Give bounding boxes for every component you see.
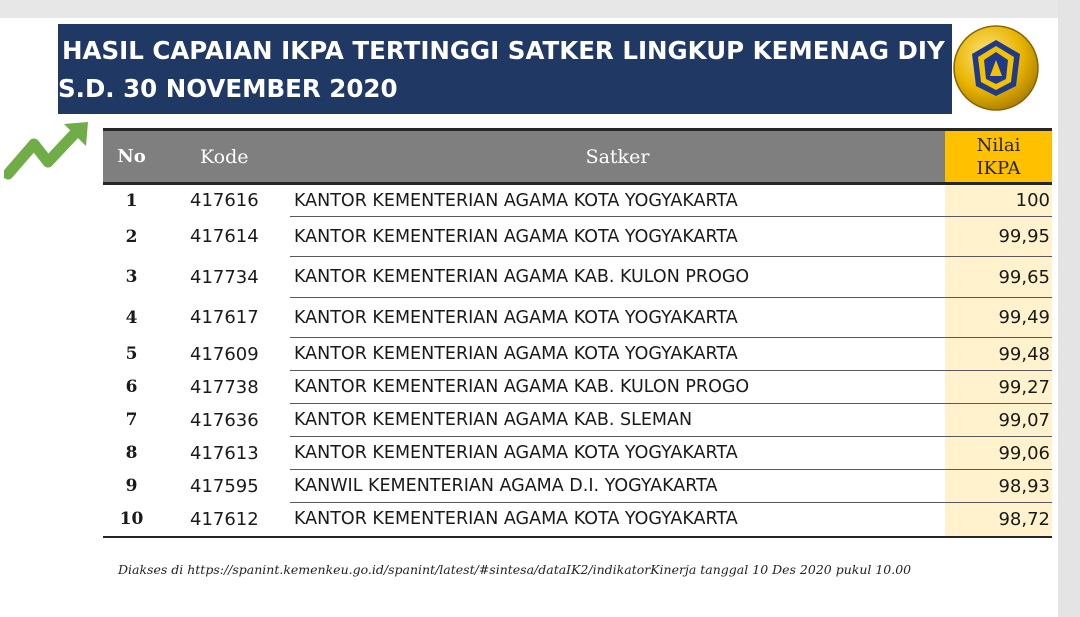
row-kode: 417636 (190, 409, 259, 431)
row-no: 8 (125, 443, 138, 463)
row-satker: KANTOR KEMENTERIAN AGAMA KAB. KULON PROGO (290, 371, 945, 404)
header-no: No (103, 130, 160, 184)
row-satker: KANTOR KEMENTERIAN AGAMA KOTA YOGYAKARTA (290, 184, 945, 217)
row-kode: 417612 (160, 503, 290, 537)
row-nilai: 98,93 (945, 470, 1052, 503)
row-nilai: 98,72 (945, 503, 1052, 537)
row-satker: KANTOR KEMENTERIAN AGAMA KOTA YOGYAKARTA (290, 298, 945, 338)
row-nilai: 99,27 (945, 371, 1052, 404)
row-kode: 417617 (190, 307, 259, 328)
row-kode: 417738 (190, 376, 259, 398)
table-row (103, 371, 1052, 404)
table-row (103, 338, 1052, 371)
table-row (103, 184, 1052, 217)
table-row (103, 217, 1052, 257)
right-edge-bar (1058, 0, 1080, 617)
row-no: 4 (125, 307, 138, 328)
row-satker: KANTOR KEMENTERIAN AGAMA KOTA YOGYAKARTA (290, 338, 945, 371)
row-satker: KANTOR KEMENTERIAN AGAMA KAB. KULON PROGO (290, 257, 945, 298)
title-line-2: S.D. 30 NOVEMBER 2020 (58, 74, 398, 103)
row-kode: 417613 (190, 442, 259, 464)
table-row (103, 257, 1052, 298)
kemenkeu-emblem-icon (952, 24, 1040, 112)
table-header-row (103, 130, 1052, 184)
row-satker: KANTOR KEMENTERIAN AGAMA KOTA YOGYAKARTA (290, 217, 945, 257)
row-kode: 417614 (190, 226, 259, 247)
header-nilai-line2: IKPA (976, 157, 1021, 179)
ikpa-ranking-table (103, 128, 1052, 538)
row-satker: KANTOR KEMENTERIAN AGAMA KAB. SLEMAN (290, 404, 945, 437)
row-kode: 417609 (190, 343, 259, 365)
table-row (103, 503, 1052, 537)
top-bar (0, 0, 1080, 18)
row-no: 5 (125, 344, 138, 364)
row-no: 7 (125, 410, 138, 430)
row-nilai: 99,06 (945, 437, 1052, 470)
row-satker: KANTOR KEMENTERIAN AGAMA KOTA YOGYAKARTA (290, 437, 945, 470)
header-satker: Satker (290, 130, 945, 184)
row-satker: KANWIL KEMENTERIAN AGAMA D.I. YOGYAKARTA (290, 470, 945, 503)
row-satker: KANTOR KEMENTERIAN AGAMA KOTA YOGYAKARTA (290, 503, 945, 537)
row-nilai: 99,65 (945, 257, 1052, 298)
row-no: 9 (125, 476, 138, 496)
row-nilai: 99,95 (945, 217, 1052, 257)
row-no: 1 (125, 190, 138, 211)
table-row (103, 298, 1052, 338)
row-no: 6 (125, 377, 138, 397)
source-note: Diakses di https://spanint.kemenkeu.go.id/spanint/latest/#sintesa/dataIK2/indikatorKinerja tanggal 10 Des 2020 pukul 10.00 (118, 562, 912, 577)
row-kode: 417595 (190, 475, 259, 497)
row-nilai: 99,48 (945, 338, 1052, 371)
title-line-1: HASIL CAPAIAN IKPA TERTINGGI SATKER LINGKUP KEMENAG DIY (62, 36, 945, 65)
table-row (103, 470, 1052, 503)
header-nilai-line1: Nilai (976, 134, 1021, 156)
table-row (103, 437, 1052, 470)
title-banner (58, 24, 952, 114)
row-no: 2 (125, 226, 138, 247)
growth-arrow-icon (4, 122, 90, 180)
row-kode: 417616 (190, 190, 259, 212)
header-kode: Kode (160, 130, 290, 184)
row-no: 3 (125, 267, 138, 287)
row-nilai: 99,07 (945, 404, 1052, 437)
row-no: 10 (103, 503, 160, 537)
header-nilai-ikpa (945, 130, 1052, 184)
row-nilai: 99,49 (945, 298, 1052, 338)
row-kode: 417734 (190, 266, 259, 288)
table-row (103, 404, 1052, 437)
row-nilai: 100 (945, 184, 1052, 217)
